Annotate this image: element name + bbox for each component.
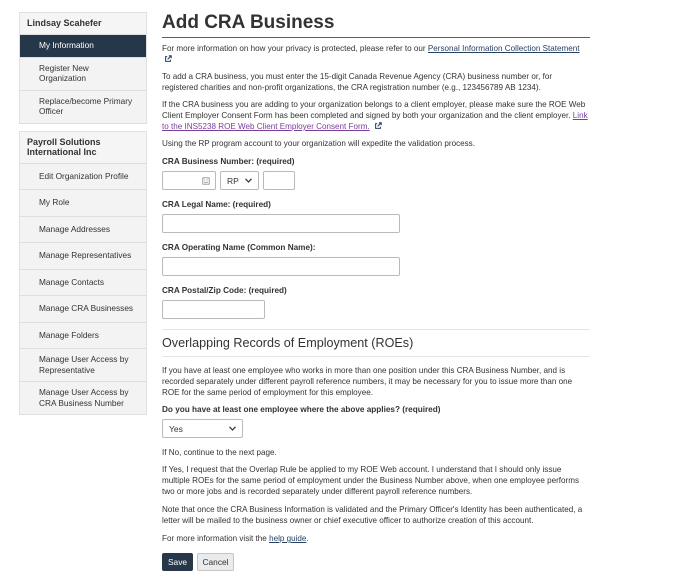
- user-menu: [19, 12, 147, 124]
- help-text: For more information visit the: [162, 534, 270, 543]
- sidebar-item-manage-user-access-by-representative[interactable]: Manage User Access by Representative: [20, 349, 146, 382]
- overlap-intro: If you have at least one employee who works in more than one position under this CRA Business Number, and is recorded separately under different payroll reference numbers, it may be necessary for you to issue more than one ROE for the same period of employment for this employee.: [162, 366, 573, 397]
- intro-paragraph: To add a CRA business, you must enter the 15-digit Canada Revenue Agency (CRA) business number or, for registered charities and non-profit organizations, the CRA registration number (e.g., 123456789 AB 1234).: [162, 72, 553, 92]
- chevron-down-icon: [229, 426, 236, 431]
- section-divider: [162, 329, 590, 330]
- main-content: [162, 12, 590, 571]
- external-link-icon: [374, 122, 382, 130]
- client-employer-text: If the CRA business you are adding to your organization belongs to a client employer, please make sure the ROE Web Client Employer Consent Form has been completed and signed by both your organization and the client employer.: [162, 100, 586, 120]
- sidebar: [19, 12, 147, 422]
- operating-name-label: CRA Operating Name (Common Name):: [162, 243, 316, 252]
- keypad-icon: [202, 177, 210, 185]
- postal-code-input[interactable]: [162, 300, 265, 319]
- sidebar-item-manage-contacts[interactable]: Manage Contacts: [20, 270, 146, 297]
- user-name-heading: Lindsay Scahefer: [20, 13, 146, 35]
- legal-name-input[interactable]: [162, 214, 400, 233]
- consent-form-link[interactable]: Link to the INS5238 ROE Web Client Employer Consent Form.: [162, 111, 588, 131]
- operating-name-input[interactable]: [162, 257, 400, 276]
- sidebar-item-manage-addresses[interactable]: Manage Addresses: [20, 217, 146, 244]
- external-link-icon: [164, 55, 172, 63]
- overlap-answer-select[interactable]: [162, 419, 243, 438]
- if-yes-text: If Yes, I request that the Overlap Rule be applied to my ROE Web account. I understand that I should only issue multiple ROEs for the same period of employment under the Business Number above, when one employee performs two or more jobs and is recorded separately under different payroll reference numbers.: [162, 465, 580, 496]
- sidebar-item-manage-cra-businesses[interactable]: Manage CRA Businesses: [20, 296, 146, 323]
- heading-divider: [162, 356, 590, 357]
- sidebar-item-manage-user-access-by-business-number[interactable]: Manage User Access by CRA Business Number: [20, 382, 146, 414]
- client-employer-paragraph: [162, 99, 590, 132]
- program-select[interactable]: [220, 171, 259, 190]
- help-guide-link[interactable]: help guide: [269, 534, 307, 543]
- sidebar-item-edit-organization-profile[interactable]: Edit Organization Profile: [20, 164, 146, 191]
- privacy-text: For more information on how your privacy is protected, please refer to our: [162, 44, 428, 53]
- privacy-paragraph: [162, 43, 590, 65]
- chevron-down-icon: [245, 178, 252, 183]
- sidebar-item-register-new-organization[interactable]: Register New Organization: [20, 58, 146, 91]
- sidebar-item-manage-folders[interactable]: Manage Folders: [20, 323, 146, 350]
- cancel-button[interactable]: Cancel: [197, 553, 234, 571]
- save-button[interactable]: Save: [162, 553, 193, 571]
- privacy-statement-link[interactable]: Personal Information Collection Statement: [427, 44, 580, 53]
- rp-account-paragraph: Using the RP program account to your organization will expedite the validation process.: [162, 139, 475, 148]
- reference-number-input[interactable]: [263, 171, 295, 190]
- business-number-label: CRA Business Number: (required): [162, 157, 295, 166]
- sidebar-item-manage-representatives[interactable]: Manage Representatives: [20, 243, 146, 270]
- help-paragraph: [162, 533, 590, 544]
- sidebar-item-replace-primary-officer[interactable]: Replace/become Primary Officer: [20, 91, 146, 123]
- form-actions: [162, 553, 590, 571]
- legal-name-label: CRA Legal Name: (required): [162, 200, 271, 209]
- sidebar-item-my-role[interactable]: My Role: [20, 190, 146, 217]
- if-no-text: If No, continue to the next page.: [162, 448, 277, 457]
- organization-name-heading: Payroll Solutions International Inc: [20, 132, 146, 164]
- help-end: .: [306, 534, 309, 543]
- page-title: Add CRA Business: [162, 12, 590, 38]
- business-number-input[interactable]: [162, 171, 216, 190]
- validation-note: Note that once the CRA Business Information is validated and the Primary Officer's Identity has been authenticated, a letter will be mailed to the business owner or chief executive officer to authorize creation of this account.: [162, 505, 583, 525]
- business-number-group: [162, 171, 590, 190]
- overlap-answer-value: Yes: [169, 423, 183, 434]
- sidebar-item-my-information[interactable]: My Information: [20, 35, 146, 58]
- program-value: RP: [227, 175, 239, 186]
- postal-code-label: CRA Postal/Zip Code: (required): [162, 286, 287, 295]
- overlap-question-label: Do you have at least one employee where the above applies? (required): [162, 405, 441, 414]
- overlap-heading: Overlapping Records of Employment (ROEs): [162, 336, 414, 350]
- organization-menu: [19, 131, 147, 416]
